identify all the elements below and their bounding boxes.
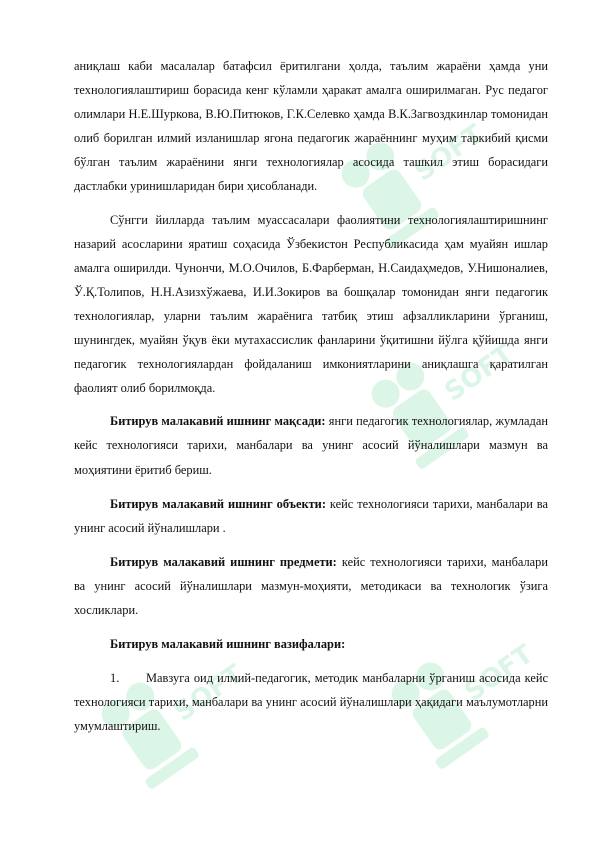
- paragraph-object: [74, 492, 548, 540]
- watermark-text: SOFT: [459, 639, 539, 708]
- list-item-number: 1.: [110, 671, 120, 686]
- paragraph-recent-years: Сўнгги йилларда таълим муассасалари фаолиятини технологиялаштиришнинг назарий асосларини яратиш соҳасида Ўзбекистон Республикасида ҳам муайян ишлар амалга оширилди. Чунончи, М.О.Очилов, Б.Фарберман, Н.Саидаҳмедов, У.Нишоналиев, Ў.Қ.Толипов, Н.Н.Азизхўжаева, И.И.Зокиров ва бошқалар томонидан янги педагогик технологиялар, уларни таълим жараёнига татбиқ этиш афзалликларини ўрганиш, шунингдек, муайян ўқув ёки мутахассислик фанларини ўқитишни йўлга қўйишда янги педагогик технологиялардан фойдаланиш имкониятларини аниқлашга қаратилган фаолият олиб борилмоқда.: [74, 212, 548, 396]
- tasks-heading: Битирув малакавий ишнинг вазифалари:: [110, 637, 346, 652]
- object-text: кейс технологияси тарихи, манбалари ва унинг асосий йўналишлари .: [74, 496, 548, 535]
- paragraph-tasks-heading: [74, 632, 548, 656]
- list-item-text: Мавзуга оид илмий-педагогик, методик манбаларни ўрганиш асосида кейс технологияси тарихи, манбалари ва унинг асосий йўналишлари ҳақидаги маълумотларни умумлаштириш.: [74, 671, 548, 734]
- goal-text: янги педагогик технологиялар, жумладан кейс технологияси тарихи, манбалари ва унинг асосий йўналишлари мазмун ва моҳиятини ёритиб бериш.: [74, 414, 548, 477]
- paragraph-subject: [74, 550, 548, 622]
- list-item: [74, 666, 548, 738]
- goal-heading: Битирув малакавий ишнинг мақсади:: [110, 414, 326, 429]
- document-body: [74, 54, 548, 738]
- object-heading: Битирув малакавий ишнинг объекти:: [110, 496, 326, 511]
- paragraph-intro-continuation: аниқлаш каби масалалар батафсил ёритилгани ҳолда, таълим жараёни ҳамда уни технологиялаштириш борасида кенг кўламли ҳаракат амалга оширилмаган. Рус педагог олимлари Н.Е.Шуркова, В.Ю.Питюков, Г.К.Селевко ҳамда В.К.Загвоздкинлар томонидан олиб борилган илмий изланишлар ягона педагогик жараённинг муҳим таркибий қисми бўлган таълим жараёнини янги технологиялар асосида ташкил этиш борасидаги дастлабки уринишларидан бири ҳисобланади.: [74, 59, 548, 194]
- paragraph-goal: [74, 409, 548, 481]
- watermark-text: SOFT: [169, 659, 249, 728]
- watermark-text: SOFT: [409, 119, 489, 188]
- subject-heading: Битирув малакавий ишнинг предмети:: [110, 554, 337, 569]
- subject-text: кейс технологияси тарихи, манбалари ва унинг асосий йўналишлари мазмун-моҳияти, методикаси ва технологик ўзига хосликлари.: [74, 554, 548, 617]
- watermark-text: SOFT: [439, 339, 519, 408]
